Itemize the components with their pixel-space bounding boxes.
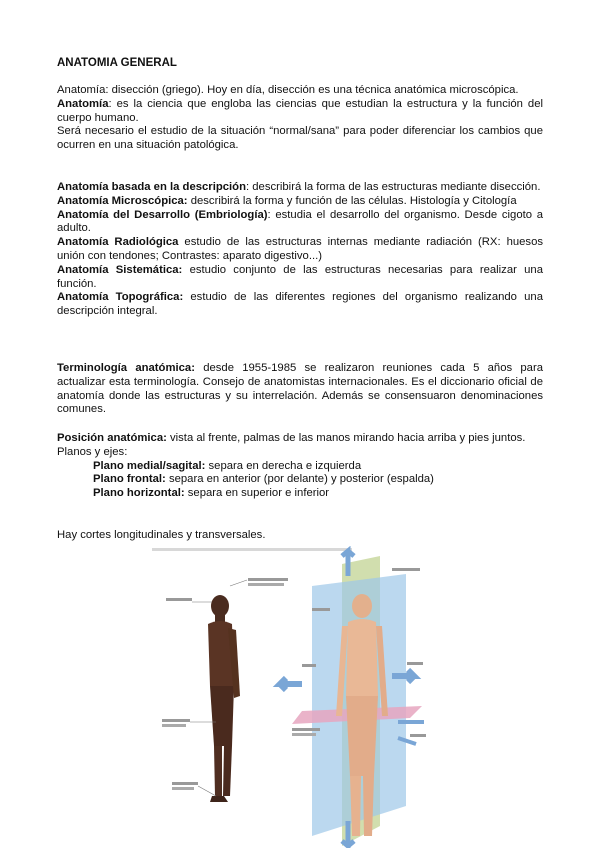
plane-frontal: Plano frontal: separa en anterior (por delante) y posterior (espalda) xyxy=(93,473,434,486)
figure-caption-strip xyxy=(152,548,352,551)
anatomy-types-section xyxy=(57,181,543,319)
cuts-paragraph: Hay cortes longitudinales y transversales. xyxy=(57,529,266,541)
lateral-view-figure xyxy=(162,578,288,802)
type-radiologic: Anatomía Radiológica estudio de las estructuras internas mediante radiación (RX: huesos unión con tendones; Contrastes: aparato digestivo...) xyxy=(57,236,543,262)
position-paragraph: Posición anatómica: vista al frente, palmas de las manos mirando hacia arriba y pies juntos. xyxy=(57,432,526,444)
plane-sagittal: Plano medial/sagital: separa en derecha e izquierda xyxy=(93,459,362,472)
cuts-section xyxy=(57,529,543,543)
type-development: Anatomía del Desarrollo (Embriología): estudia el desarrollo del organismo. Desde cigoto a adulto. xyxy=(57,208,543,235)
terminology-paragraph: Terminología anatómica: desde 1955-1985 se realizaron reuniones cada 5 años para actualizar esta terminología. Consejo de anatomistas internacionales. Es el diccionario oficial de anatomía donde las estructuras y su interrelación. Además se consensuaron denominaciones comunes. xyxy=(57,362,543,416)
anatomical-planes-figure xyxy=(152,546,438,848)
type-microscopic: Anatomía Microscópica: describirá la forma y función de las células. Histología y Citología xyxy=(57,194,517,207)
terminology-section xyxy=(57,362,543,417)
intro-paragraph-2: Anatomía: es la ciencia que engloba las ciencias que estudian la estructura y la función del cuerpo humano. xyxy=(57,97,543,124)
lateral-left-arrow xyxy=(280,678,302,690)
position-section xyxy=(57,432,543,501)
type-topographic: Anatomía Topográfica: estudio de las diferentes regiones del organismo realizando una descripción integral. xyxy=(57,291,543,318)
intro-paragraph-1: Anatomía: disección (griego). Hoy en día, disección es una técnica anatómica microscópica. xyxy=(57,84,519,96)
intro-paragraph-3: Será necesario el estudio de la situación “normal/sana” para poder diferenciar los cambios que ocurren en una situación patológica. xyxy=(57,125,543,152)
planes-heading: Planos y ejes: xyxy=(57,445,128,458)
intro-section xyxy=(57,84,543,153)
page-title: ANATOMIA GENERAL xyxy=(57,57,177,69)
planes-view-figure xyxy=(280,551,426,846)
type-descriptive: Anatomía basada en la descripción: describirá la forma de las estructuras mediante disección. xyxy=(57,181,541,193)
anatomical-planes-illustration xyxy=(152,546,438,848)
type-systematic: Anatomía Sistemática: estudio conjunto de las estructuras necesarias para realizar una función. xyxy=(57,263,543,290)
plane-horizontal: Plano horizontal: separa en superior e inferior xyxy=(93,487,330,500)
